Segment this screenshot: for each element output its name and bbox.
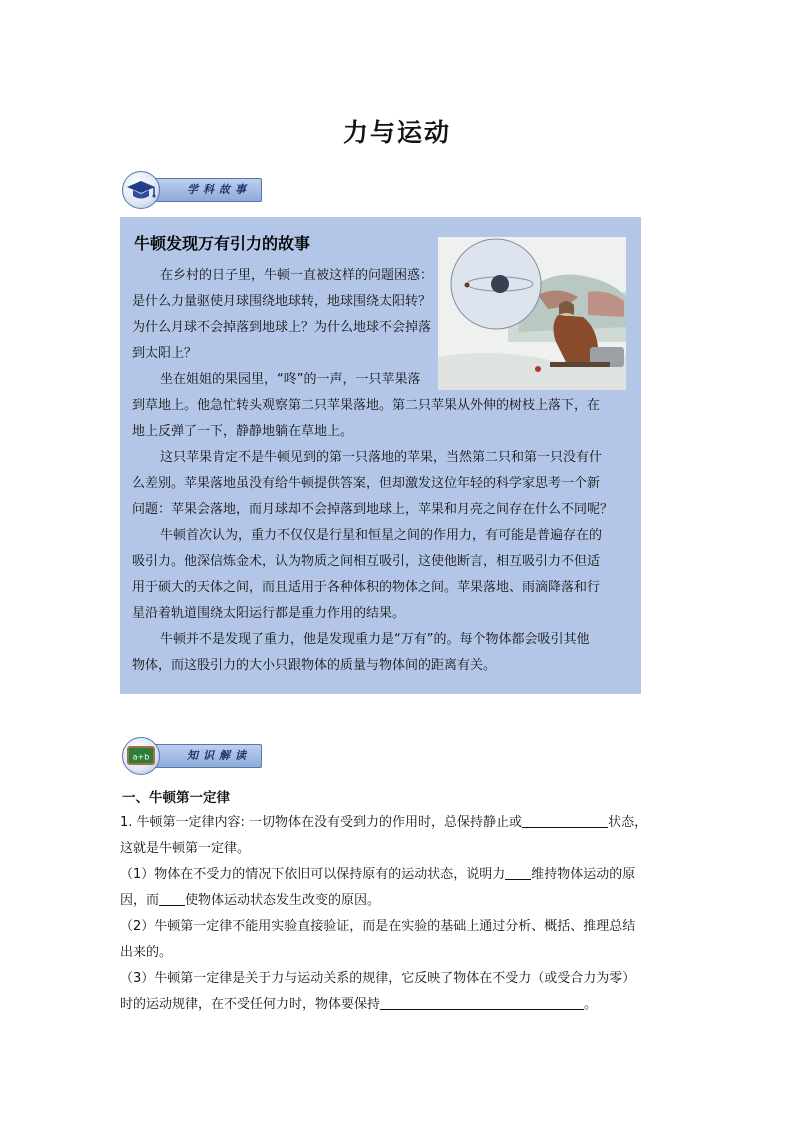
page-title: 力与运动: [342, 118, 451, 147]
story-line: 地上反弹了一下，静静地躺在草地上。: [132, 424, 354, 439]
story-heading: 牛顿发现万有引力的故事: [134, 234, 311, 253]
knowledge-badge-text: a+b: [132, 752, 150, 762]
story-line: 这只苹果肯定不是牛顿见到的第一只落地的苹果，当然第二只和第一只没有什: [160, 450, 603, 465]
newton-illustration: [438, 237, 626, 390]
item-2-text-c: 因，而: [120, 893, 160, 908]
item-1-text: 1. 牛顿第一定律内容: 一切物体在没有受到力的作用时，总保持静止或: [120, 815, 523, 830]
story-line: 到太阳上？: [132, 346, 198, 361]
story-line: 星沿着轨道围绕太阳运行都是重力作用的结果。: [132, 606, 406, 621]
item-4-text-end: 。: [584, 997, 598, 1012]
story-line: 吸引力。他深信炼金术，认为物质之间相互吸引，这使他断言，相互吸引力不但适: [132, 554, 601, 569]
item-2-text: （1）物体在不受力的情况下依旧可以保持原有的运动状态，说明力: [120, 867, 506, 882]
story-line: 到草地上。他急忙转头观察第二只苹果落地。第二只苹果从外伸的树枝上落下，在: [132, 398, 601, 413]
knowledge-tag-label: 知识解读: [187, 749, 251, 762]
story-line: 牛顿首次认为，重力不仅仅是行星和恒星之间的作用力，有可能是普遍存在的: [160, 528, 603, 543]
knowledge-section-tag: [122, 740, 262, 770]
answer-blank[interactable]: [380, 995, 584, 1010]
item-2-text-end: 维持物体运动的原: [531, 867, 636, 882]
story-line: 物体，而这股引力的大小只跟物体的质量与物体间的距离有关。: [132, 658, 497, 673]
story-line: 坐在姐姐的果园里，“咚”的一声，一只苹果落: [160, 372, 421, 387]
item-1-line-2: 这就是牛顿第一定律。: [120, 841, 251, 856]
tag-bar: [150, 178, 262, 202]
answer-blank[interactable]: [505, 865, 531, 880]
item-2-line-2: [120, 888, 380, 914]
story-line: 么差别。苹果落地虽没有给牛顿提供答案，但却激发这位年轻的科学家思考一个新: [132, 476, 601, 491]
story-tag-label: 学科故事: [187, 183, 251, 196]
item-4-line: （3）牛顿第一定律是关于力与运动关系的规律，它反映了物体在不受力（或受合力为零）: [120, 971, 636, 986]
section-heading: 一、牛顿第一定律: [122, 790, 230, 806]
item-4-line-2: [120, 992, 597, 1018]
item-3-line: （2）牛顿第一定律不能用实验直接验证，而是在实验的基础上通过分析、概括、推理总结: [120, 919, 636, 934]
story-line: 问题：苹果会落地，而月球却不会掉落到地球上，苹果和月亮之间存在什么不同呢？: [132, 502, 614, 517]
graduation-cap-icon: [122, 171, 160, 209]
answer-blank[interactable]: [159, 891, 185, 906]
item-3-line-2: 出来的。: [120, 945, 173, 960]
story-line: 是什么力量驱使月球围绕地球转，地球围绕太阳转？: [132, 294, 432, 309]
story-box: [120, 217, 641, 694]
item-4-text: 时的运动规律，在不受任何力时，物体要保持: [120, 997, 381, 1012]
answer-blank[interactable]: [522, 813, 608, 828]
item-1-line: [120, 810, 647, 836]
item-2-line: [120, 862, 635, 888]
story-line: 用于硕大的天体之间，而且适用于各种体积的物体之间。苹果落地、雨滴降落和行: [132, 580, 601, 595]
story-line: 为什么月球不会掉落到地球上？为什么地球不会掉落: [132, 320, 432, 335]
item-2-text-d: 使物体运动状态发生改变的原因。: [185, 893, 381, 908]
story-line: 牛顿并不是发现了重力，他是发现重力是“万有”的。每个物体都会吸引其他: [160, 632, 590, 647]
item-1-text-end: 状态，: [608, 815, 648, 830]
tag-bar: [150, 744, 262, 768]
story-section-tag: [122, 174, 262, 204]
story-line: 在乡村的日子里，牛顿一直被这样的问题困惑：: [160, 268, 434, 283]
blackboard-icon: [122, 737, 160, 775]
